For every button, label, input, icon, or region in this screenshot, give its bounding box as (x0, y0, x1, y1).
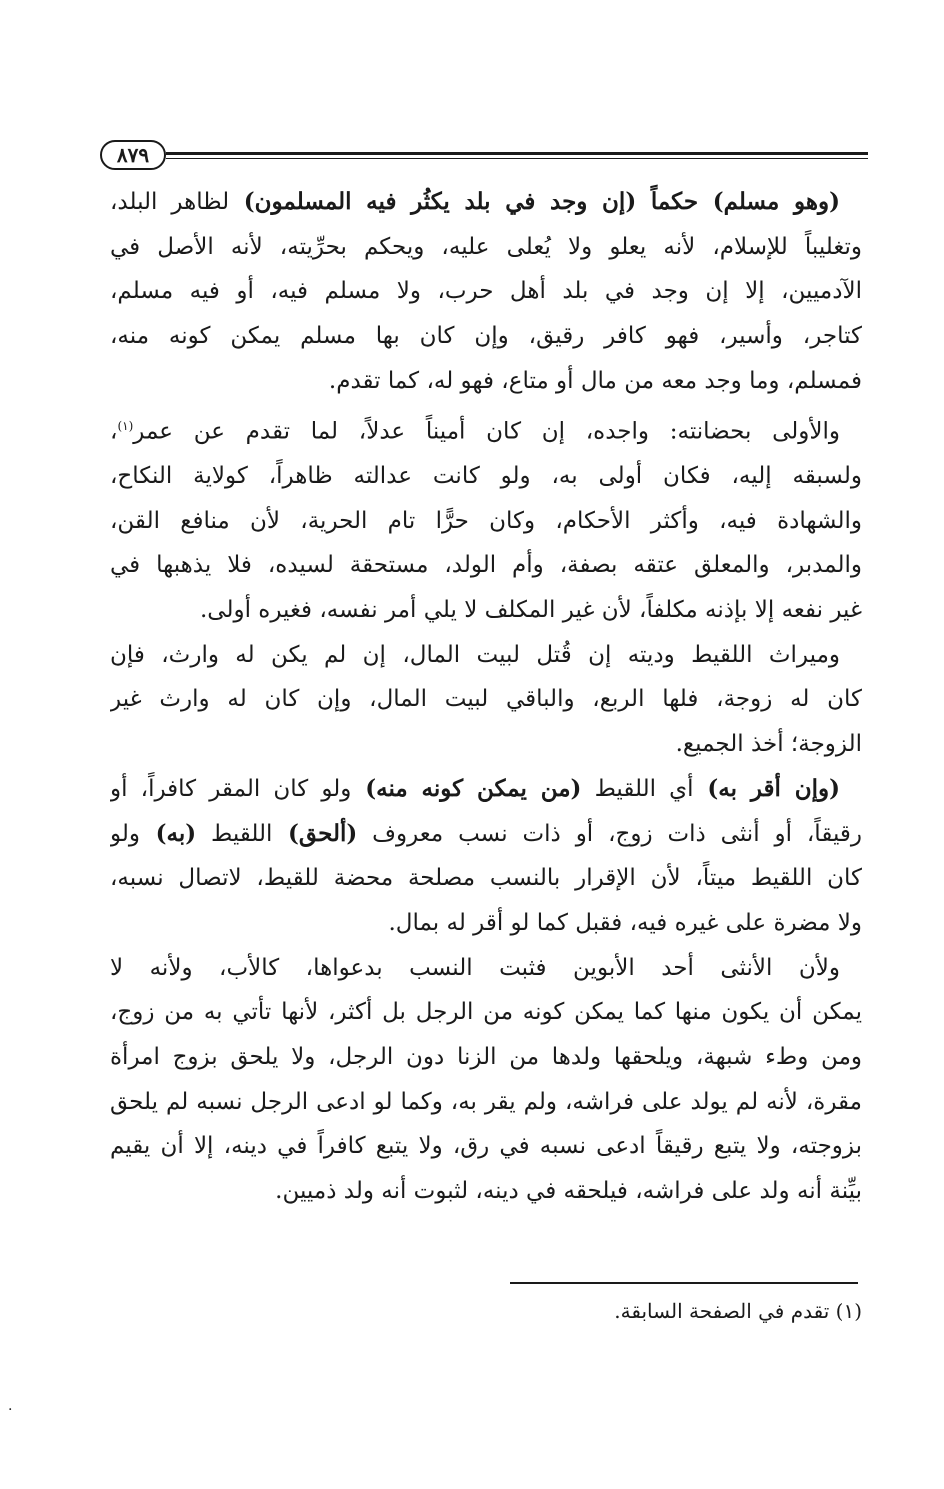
text-line (110, 767, 862, 812)
text-run: مقرة، لأنه لم يولد على فراشه، ولم يقر به، وكما لو ادعى الرجل نسبه لم يلحق (110, 1088, 862, 1115)
text-line (110, 1169, 862, 1214)
text-run: كان اللقيط ميتاً، لأن الإقرار بالنسب مصلحة محضة للقيط، لاتصال نسبه، (110, 865, 862, 892)
page-number: ٨٧٩ (100, 140, 166, 170)
bold-text: (وهو مسلم) حكماً (636, 188, 840, 215)
text-run: فمسلم، وما وجد معه من مال أو متاع، فهو له، كما تقدم. (328, 367, 862, 394)
footnote-ref: (١) (117, 418, 134, 433)
text-run: ولا مضرة على غيره فيه، فقبل كما لو أقر له بمال. (388, 909, 862, 936)
footnote-separator (510, 1282, 858, 1284)
text-run: والمدبر، والمعلق عتقه بصفة، وأم الولد، مستحقة لسيده، فلا يذهبها في (110, 552, 862, 579)
text-line (110, 588, 862, 633)
text-line (110, 454, 862, 499)
header-rule-thin (166, 158, 868, 159)
text-line (110, 677, 862, 722)
text-line (110, 225, 862, 270)
text-run: غير نفعه إلا بإذنه مكلفاً، لأن غير المكلف لا يلي أمر نفسه، فغيره أولى. (199, 596, 862, 623)
text-line (110, 314, 862, 359)
bold-text: (به) (140, 819, 197, 847)
text-run: والأولى بحضانته: واجده، إن كان أميناً عدلاً، لما تقدم عن عمر (133, 418, 840, 445)
text-run: ولأن الأنثى أحد الأبوين فثبت النسب بدعواها، كالأب، ولأنه لا (110, 954, 840, 981)
text-run: الزوجة؛ أخذ الجميع. (675, 731, 862, 758)
paragraph (110, 633, 862, 767)
text-run: يمكن أن يكون منها كما يمكن كونه من الرجل بل أكثر، لأنها تأتي به من زوج، (110, 999, 862, 1026)
text-line (110, 404, 862, 454)
text-run: ومن وطء شبهة، ويلحقها ولدها من الزنا دون الرجل، ولا يلحق بزوج امرأة (110, 1044, 862, 1071)
text-run: كتاجر، وأسير، فهو كافر رقيق، وإن كان بها مسلم يمكن كونه منه، (110, 323, 862, 350)
text-line (110, 1080, 862, 1125)
text-run: وتغليباً للإسلام، لأنه يعلو ولا يُعلى عليه، ويحكم بحرِّيته، لأنه الأصل في (110, 233, 862, 260)
text-line (110, 946, 862, 991)
text-line (110, 180, 862, 225)
text-run: ، (110, 418, 118, 445)
text-run: ولو كان المقر كافراً، أو (110, 775, 352, 802)
text-line (110, 269, 862, 314)
bold-text: (وإن أقر به) (693, 774, 841, 802)
text-run: ولو (110, 820, 140, 847)
bold-text: (إن وجد في بلد يكثُر فيه المسلمون) (229, 188, 637, 215)
footnote-marker: (١) (835, 1299, 862, 1323)
main-text (110, 180, 862, 1214)
text-line (110, 543, 862, 588)
text-line (110, 1035, 862, 1080)
paragraph (110, 946, 862, 1214)
text-run: والشهادة فيه، وأكثر الأحكام، وكان حرًّا تام الحرية، لأن منافع القن، (110, 507, 862, 534)
footnote-item (500, 1296, 862, 1326)
bold-text: (ألحق) (272, 819, 358, 847)
text-line (110, 856, 862, 901)
paragraph (110, 767, 862, 946)
text-run: بيِّنة أنه ولد على فراشه، فيلحقه في دينه، لثبوت أنه ولد ذميين. (275, 1178, 862, 1205)
text-line (110, 633, 862, 678)
paragraph (110, 180, 862, 404)
footnotes (500, 1296, 862, 1326)
text-run: كان له زوجة، فلها الربع، والباقي لبيت المال، وإن كان له وارث غير (110, 686, 862, 713)
text-line (110, 722, 862, 767)
text-line (110, 812, 862, 857)
text-run: وميراث اللقيط وديته إن قُتل لبيت المال، إن لم يكن له وارث، فإن (110, 641, 840, 668)
bold-text: (من يمكن كونه منه) (351, 774, 582, 802)
text-run: ولسبقه إليه، فكان أولى به، ولو كانت عدالته ظاهراً، كولاية النكاح، (110, 462, 862, 489)
paragraph (110, 404, 862, 633)
footnote-text: تقدم في الصفحة السابقة. (614, 1299, 830, 1323)
text-run: اللقيط (196, 820, 273, 847)
text-line (110, 499, 862, 544)
text-run: أي اللقيط (581, 775, 694, 802)
page-header (100, 140, 868, 174)
text-line (110, 990, 862, 1035)
text-line (110, 901, 862, 946)
text-run: رقيقاً، أو أنثى ذات زوج، أو ذات نسب معروف (357, 820, 862, 847)
text-run: لظاهر البلد، (110, 189, 230, 215)
text-line (110, 359, 862, 404)
corner-mark: . (8, 1398, 13, 1414)
text-run: بزوجته، ولا يتبع رقيقاً ادعى نسبه في رق، ولا يتبع كافراً في دينه، إلا أن يقيم (110, 1133, 862, 1160)
text-run: الآدميين، إلا إن وجد في بلد أهل حرب، ولا مسلم فيه، أو فيه مسلم، (110, 278, 862, 305)
header-rule-thick (166, 152, 868, 155)
text-line (110, 1124, 862, 1169)
